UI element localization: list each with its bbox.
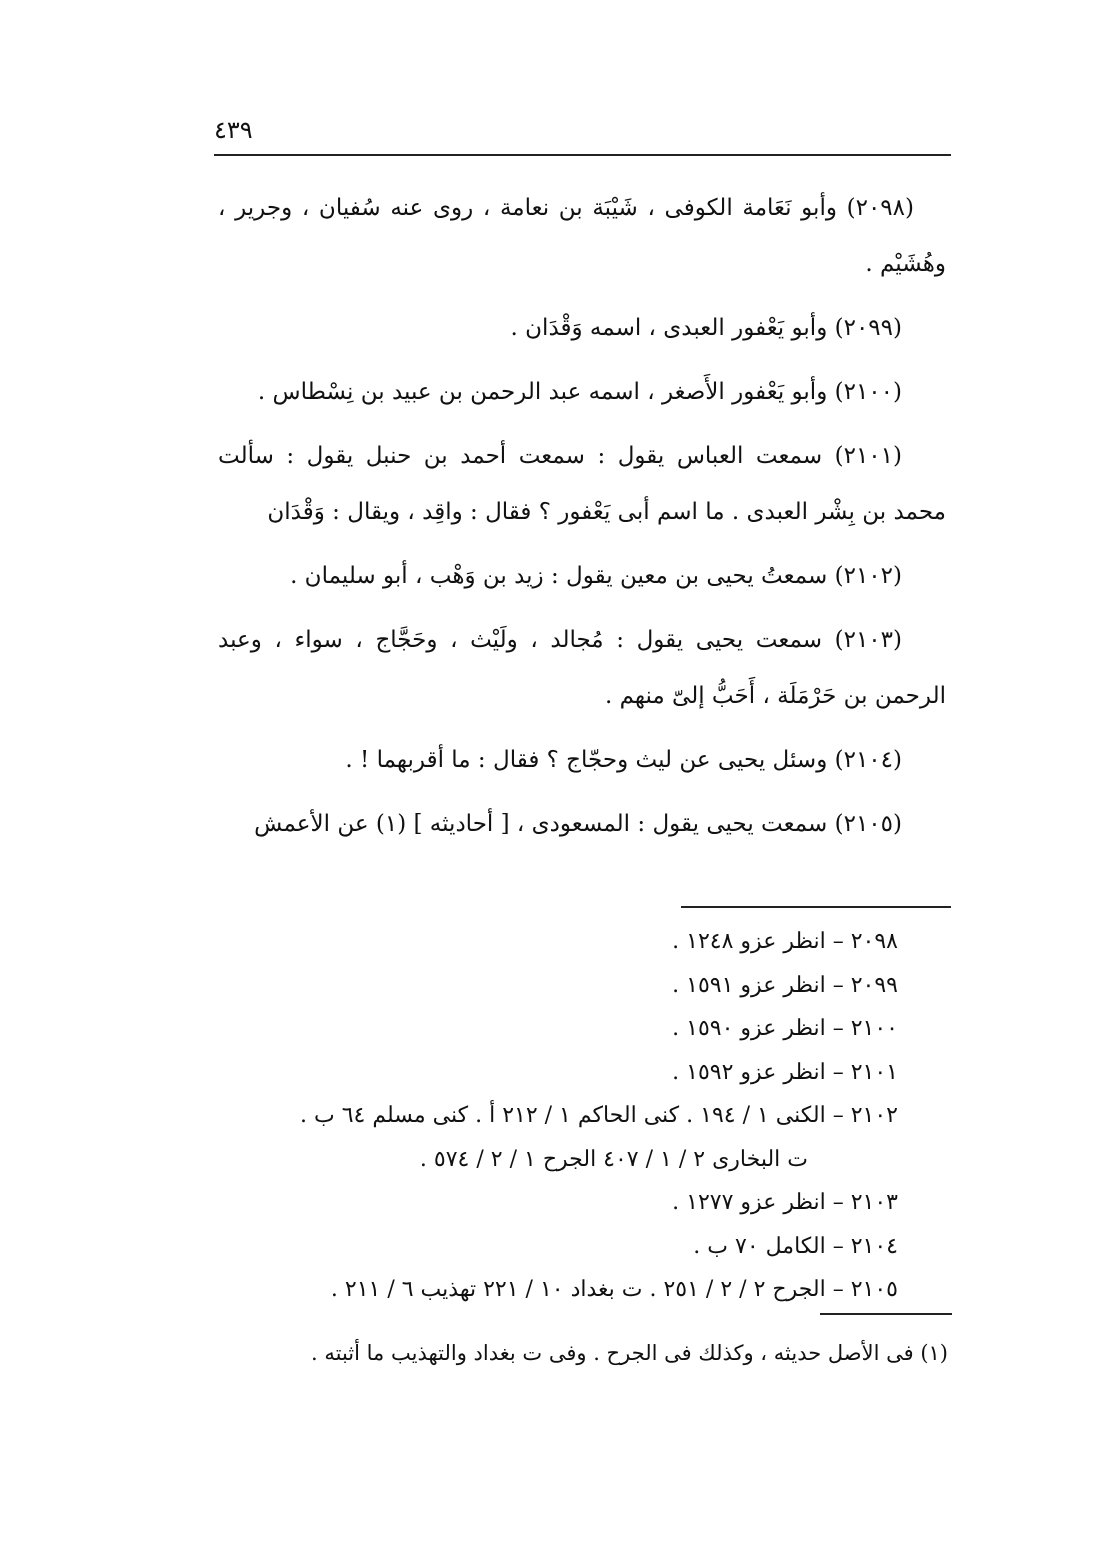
reference-2100: ٢١٠٠ – انظر عزو ١٥٩٠ .	[672, 1016, 898, 1041]
entry-2101: (٢١٠١) سمعت العباس يقول : سمعت أحمد بن حنبل يقول : سألت محمد بن بِشْر العبدى . ما اسم أبى يَعْفور ؟ فقال : واقِد ، ويقال : وَقْدَان	[218, 443, 946, 525]
reference-2102-continued: ت البخارى ٢ / ١ / ٤٠٧ الجرح ١ / ٢ / ٥٧٤ .	[419, 1146, 808, 1172]
reference-2101: ٢١٠١ – انظر عزو ١٥٩٢ .	[672, 1059, 898, 1085]
entry-2100: (٢١٠٠) وأبو يَعْفور الأَصغر ، اسمه عبد الرحمن بن عبيد بن نِسْطاس .	[257, 379, 902, 405]
main-text-body	[218, 180, 946, 860]
footnote-divider	[820, 1313, 952, 1315]
reference-2099: ٢٠٩٩ – انظر عزو ١٥٩١ .	[672, 972, 898, 998]
entry-2105: (٢١٠٥) سمعت يحيى يقول : المسعودى ، [ أحاديثه ] (١) عن الأعمش	[254, 811, 902, 837]
references-divider	[681, 906, 951, 908]
entry-2099: (٢٠٩٩) وأبو يَعْفور العبدى ، اسمه وَقْدَان .	[510, 315, 902, 341]
reference-2105: ٢١٠٥ – الجرح ٢ / ٢ / ٢٥١ . ت بغداد ١٠ / ٢٢١ تهذيب ٦ / ٢١١ .	[330, 1277, 898, 1302]
reference-2098: ٢٠٩٨ – انظر عزو ١٢٤٨ .	[672, 929, 898, 954]
reference-2102: ٢١٠٢ – الكنى ١ / ١٩٤ . كنى الحاكم ١ / ٢١٢ أ . كنى مسلم ٦٤ ب .	[299, 1103, 898, 1128]
reference-2104: ٢١٠٤ – الكامل ٧٠ ب .	[693, 1233, 898, 1259]
header-rule	[214, 154, 951, 156]
footnote	[196, 1332, 948, 1374]
reference-2103: ٢١٠٣ – انظر عزو ١٢٧٧ .	[672, 1190, 898, 1215]
entry-2102: (٢١٠٢) سمعتُ يحيى بن معين يقول : زيد بن وَهْب ، أبو سليمان .	[290, 563, 902, 589]
reference-list	[240, 920, 898, 1312]
page-number: ٤٣٩	[214, 116, 253, 144]
entry-2104: (٢١٠٤) وسئل يحيى عن ليث وحجّاج ؟ فقال : ما أقربهما ! .	[345, 747, 902, 773]
footnote-text: (١) فى الأصل حديثه ، وكذلك فى الجرح . وفى ت بغداد والتهذيب ما أثبته .	[311, 1341, 948, 1365]
entry-2098: (٢٠٩٨) وأبو نَعَامة الكوفى ، شَيْبَة بن نعامة ، روى عنه سُفيان ، وجرير ، وهُشَيْم .	[218, 195, 946, 277]
entry-2103: (٢١٠٣) سمعت يحيى يقول : مُجالد ، ولَيْث ، وحَجَّاج ، سواء ، وعبد الرحمن بن حَرْمَلَة ، أَحَبُّ إلىّ منهم .	[218, 627, 946, 709]
